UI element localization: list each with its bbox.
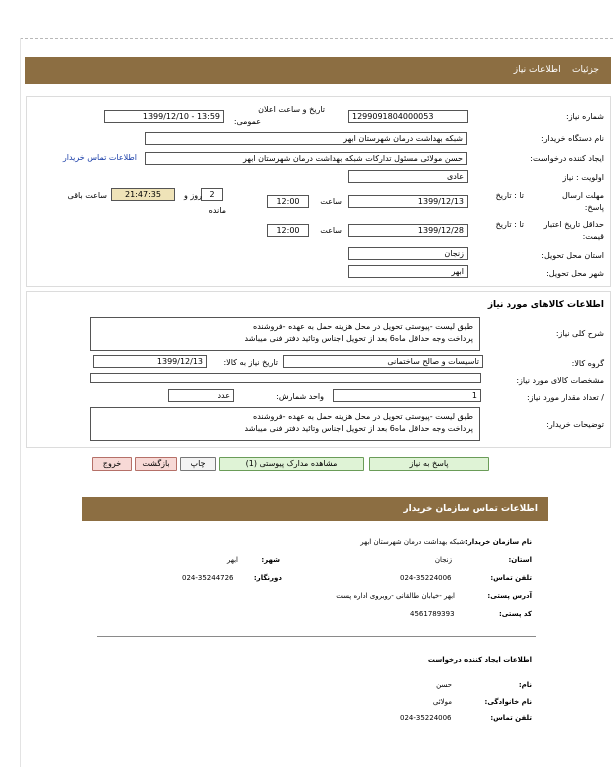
price-time-label: ساعت <box>320 226 342 235</box>
creator-field: حسن مولائی مسئول تدارکات شبکه بهداشت درمان شهرستان ابهر <box>145 152 467 165</box>
reply-time-label: ساعت <box>320 197 342 206</box>
remaining-hours-label: ساعت باقی <box>67 191 107 200</box>
reply-until-date-label: تا : تاریخ <box>495 191 524 200</box>
goods-group-field: تاسیسات و صالح ساختمانی <box>283 355 483 368</box>
contact-header: اطلاعات تماس سازمان خریدار <box>82 497 548 521</box>
tab-need-info[interactable]: اطلاعات نیاز <box>513 65 561 75</box>
general-desc-line-2: پرداخت وجه حداقل ماه6 بعد از تحویل اجناس وتائید دفتر فنی میباشد <box>244 334 473 343</box>
announce-date-label: تاریخ و ساعت اعلان <box>258 105 325 114</box>
contact-city-value: ابهر <box>227 556 238 564</box>
contact-buyer-org-label: نام سازمان خریدار: <box>464 538 532 546</box>
creator-first-name-value: حسن <box>436 681 452 689</box>
buyer-notes-line-2: پرداخت وجه حداقل ماه6 بعد از تحویل اجناس وتائید دفتر فنی میباشد <box>244 424 473 433</box>
view-attachments-button[interactable]: مشاهده مدارک پیوستی (1) <box>219 457 364 471</box>
tab-bar <box>25 57 611 84</box>
buyer-notes-line-1: طبق لیست -پیوستی تحویل در محل هزینه حمل به عهده -فروشنده <box>253 412 473 421</box>
contact-postal-value: 4561789393 <box>410 610 455 618</box>
buyer-org-field: شبکه بهداشت درمان شهرستان ابهر <box>145 132 467 145</box>
buyer-org-label: نام دستگاه خریدار: <box>541 134 604 143</box>
creator-label: ایجاد کننده درخواست: <box>530 154 604 163</box>
contact-province-label: استان: <box>508 556 532 564</box>
reply-to-need-button[interactable]: پاسخ به نیاز <box>369 457 489 471</box>
creator-last-name-value: مولائی <box>432 698 452 706</box>
buyer-notes-label: توضیحات خریدار: <box>546 420 604 429</box>
contact-city-label: شهر: <box>261 556 280 564</box>
contact-address-label: آدرس پستی: <box>487 592 532 600</box>
contact-postal-label: کد پستی: <box>498 610 532 618</box>
top-divider <box>20 38 613 39</box>
contact-buyer-org-value: شبکه بهداشت درمان شهرستان ابهر <box>360 538 465 546</box>
need-number-label: شماره نیاز: <box>566 112 604 121</box>
goods-need-date-label: تاریخ نیاز به کالا: <box>223 358 278 367</box>
left-border <box>20 38 21 767</box>
city-label: شهر محل تحویل: <box>546 269 604 278</box>
goods-specs-field <box>90 373 481 383</box>
price-validity-label: حداقل تاریخ اعتبار <box>543 220 604 229</box>
back-button[interactable]: بازگشت <box>135 457 177 471</box>
quantity-field: 1 <box>333 389 481 402</box>
province-field: زنجان <box>348 247 468 260</box>
contact-fax-label: دورنگار: <box>253 574 282 582</box>
creator-phone-label: تلفن تماس: <box>490 714 532 722</box>
reply-deadline-label-2: پاسخ: <box>584 203 604 212</box>
buyer-notes-box <box>90 407 480 441</box>
remaining-days-field: 2 <box>201 188 223 201</box>
unit-label: واحد شمارش: <box>276 392 324 401</box>
price-validity-label-2: قیمت: <box>582 232 604 241</box>
remaining-time-field: 21:47:35 <box>111 188 175 201</box>
general-desc-box <box>90 317 480 351</box>
goods-group-label: گروه کالا: <box>571 359 604 368</box>
announce-date-label-2: عمومی: <box>233 117 261 126</box>
price-validity-date-field: 1399/12/28 <box>348 224 468 237</box>
print-button[interactable]: چاپ <box>180 457 216 471</box>
price-until-date-label: تا : تاریخ <box>495 220 524 229</box>
need-number-field: 1299091804000053 <box>348 110 468 123</box>
days-and-label: روز و <box>184 191 202 200</box>
city-field: ابهر <box>348 265 468 278</box>
creator-first-name-label: نام: <box>518 681 532 689</box>
creator-last-name-label: نام خانوادگی: <box>484 698 532 706</box>
exit-button[interactable]: خروج <box>92 457 132 471</box>
quantity-label: / تعداد مقدار مورد نیاز: <box>526 393 604 402</box>
remaining-label: مانده <box>208 206 226 215</box>
buyer-contact-link[interactable]: اطلاعات تماس خریدار <box>62 153 137 162</box>
province-label: استان محل تحویل: <box>541 251 604 260</box>
goods-need-date-field: 1399/12/13 <box>93 355 207 368</box>
goods-section-title: اطلاعات کالاهای مورد نیاز <box>487 300 604 310</box>
general-desc-label: شرح کلی نیاز: <box>555 329 604 338</box>
contact-province-value: زنجان <box>434 556 452 564</box>
unit-field: عدد <box>168 389 234 402</box>
announce-date-field: 1399/12/10 - 13:59 <box>104 110 224 123</box>
contact-phone-label: تلفن تماس: <box>490 574 532 582</box>
contact-address-value: ابهر -خیابان طالقانی -روبروی اداره پست <box>336 592 455 600</box>
priority-field: عادی <box>348 170 468 183</box>
reply-deadline-label: مهلت ارسال <box>561 191 604 200</box>
price-validity-time-field: 12:00 <box>267 224 309 237</box>
contact-fax-value: 024-35244726 <box>182 574 234 582</box>
general-desc-line-1: طبق لیست -پیوستی تحویل در محل هزینه حمل به عهده -فروشنده <box>253 322 473 331</box>
contact-phone-value: 024-35224006 <box>400 574 452 582</box>
reply-deadline-time-field: 12:00 <box>267 195 309 208</box>
priority-label: اولویت : نیاز <box>562 173 604 182</box>
creator-section-title: اطلاعات ایجاد کننده درخواست <box>427 656 532 664</box>
tab-details[interactable]: جزئیات <box>572 65 599 75</box>
goods-specs-label: مشخصات کالای مورد نیاز: <box>516 376 604 385</box>
creator-phone-value: 024-35224006 <box>400 714 452 722</box>
reply-deadline-date-field: 1399/12/13 <box>348 195 468 208</box>
contact-divider <box>97 636 536 637</box>
